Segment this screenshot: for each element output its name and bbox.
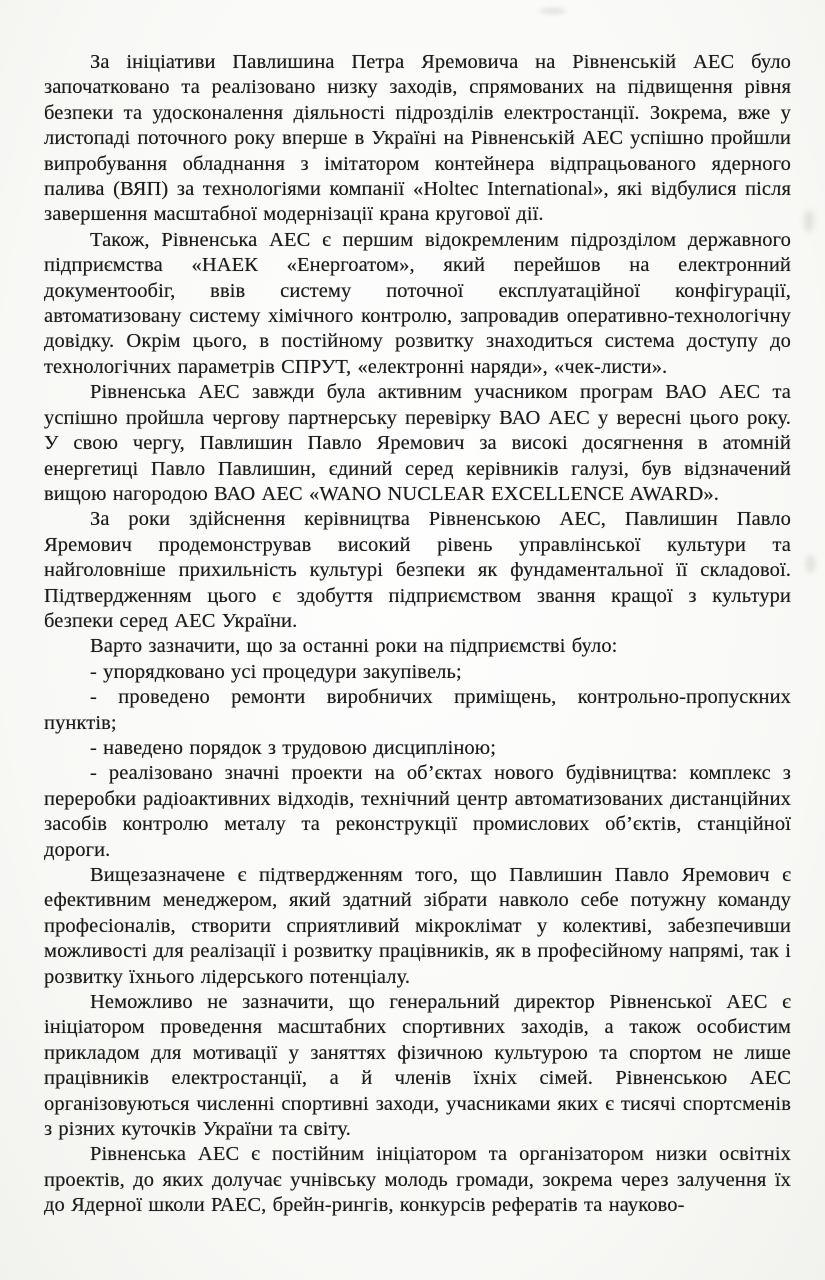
paragraph-list-intro: Варто зазначити, що за останні роки на підприємстві було: bbox=[90, 635, 618, 658]
list-item-repairs: - проведено ремонти виробничих приміщень, контрольно-пропускних пунктів; bbox=[44, 686, 791, 734]
scan-artifact bbox=[806, 555, 815, 573]
scan-artifact bbox=[804, 210, 814, 232]
paragraph-sports-events: Неможливо не зазначити, що генеральний директор Рівненської АЕС є ініціатором проведення масштабних спортивних заходів, а також особистим прикладом для мотивації у заняттях фізичною культурою та спортом не лише працівників електростанції, а й членів їхніх сімей. Рівненською АЕС організовуються численні спортивні заходи, учасниками яких є тисячі спортсменів з різних куточків України та світу. bbox=[44, 991, 791, 1141]
paragraph-effective-manager: Вищезазначене є підтвердженням того, що Павлишин Павло Яремович є ефективним менеджером, який здатний зібрати навколо себе потужну команду професіоналів, створити сприятливий мікроклімат у колективі, забезпечивши можливості для реалізації і розвитку працівників, як в професійному напрямі, так і розвитку їхнього лідерського потенціалу. bbox=[44, 864, 791, 988]
list-item-construction-projects: - реалізовано значні проекти на об’єктах нового будівництва: комплекс з переробки радіоактивних відходів, технічний центр автоматизованих дистанційних засобів контролю металу та реконструкції промислових об’єктів, станційної дороги. bbox=[44, 762, 791, 861]
paragraph-management-culture: За роки здійснення керівництва Рівненською АЕС, Павлишин Павло Яремович продемонстрував високий рівень управлінської культури та найголовніше прихильність культурі безпеки як фундаментальної її складової. Підтвердженням цього є здобуття підприємством звання кращої з культури безпеки серед АЕС України. bbox=[44, 508, 791, 632]
paragraph-wano-award: Рівненська АЕС завжди була активним учасником програм ВАО АЕС та успішно пройшла чергову партнерську перевірку ВАО АЕС у вересні цього року. У свою чергу, Павлишин Павло Яремович за високі досягнення в атомній енергетиці Павло Павлишин, єдиний серед керівників галузі, був відзначений вищою нагородою ВАО АЕС «WANO NUCLEAR EXCELLENCE AWARD». bbox=[44, 381, 791, 505]
scan-artifact bbox=[540, 8, 566, 14]
document-text-block bbox=[44, 50, 791, 1219]
paragraph-first-separate-unit: Також, Рівненська АЕС є першим відокремленим підрозділом державного підприємства «НАЕК «Енергоатом», який перейшов на електронний документообіг, ввів систему поточної експлуатаційної конфігурації, автоматизовану систему хімічного контролю, запровадив оперативно-технологічну довідку. Окрім цього, в постійному розвитку знаходиться система доступу до технологічних параметрів СПРУТ, «електронні наряди», «чек-листи». bbox=[44, 228, 791, 378]
paragraph-educational-projects: Рівненська АЕС є постійним ініціатором та організатором низки освітніх проектів, до яких долучає учнівську молодь громади, зокрема через залучення їх до Ядерної школи РАЕС, брейн-рингів, конкурсів рефератів та науково- bbox=[44, 1143, 791, 1217]
paragraph-initiatives: За ініціативи Павлишина Петра Яремовича на Рівненській АЕС було започатковано та реалізовано низку заходів, спрямованих на підвищення рівня безпеки та удосконалення діяльності підрозділів електростанції. Зокрема, вже у листопаді поточного року вперше в Україні на Рівненській АЕС успішно пройшли випробування обладнання з імітатором контейнера відпрацьованого ядерного палива (ВЯП) за технологіями компанії «Holtec International», які відбулися після завершення масштабної модернізації крана кругової дії. bbox=[44, 51, 791, 226]
list-item-discipline: - наведено порядок з трудовою дисципліною; bbox=[90, 736, 496, 759]
list-item-procurement: - упорядковано усі процедури закупівель; bbox=[90, 660, 462, 683]
